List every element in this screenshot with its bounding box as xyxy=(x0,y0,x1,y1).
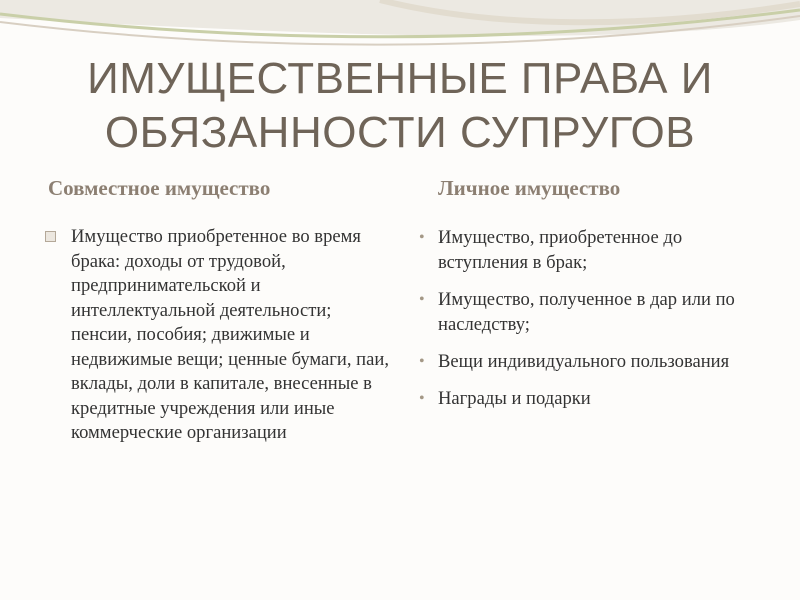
list-item-text: Имущество, полученное в дар или по наследству; xyxy=(438,289,735,335)
dot-bullet-icon: • xyxy=(419,291,425,308)
list-item-text: Награды и подарки xyxy=(438,388,591,409)
list-item-text: Имущество приобретенное во время брака: доходы от трудовой, предпринимательской и интеллектуальной деятельности; пенсии, пособия; движимые и недвижимые вещи; ценные бумаги, паи, вклады, доли в капитале, внесенные в кредитные учреждения или иные коммерческие организации xyxy=(71,226,389,443)
list-item xyxy=(44,225,389,446)
list-item-text: Вещи индивидуального пользования xyxy=(438,351,730,372)
dot-bullet-icon: • xyxy=(419,229,425,246)
personal-property-heading: Личное имущество xyxy=(438,176,621,200)
dot-bullet-icon: • xyxy=(419,390,425,407)
joint-property-heading: Совместное имущество xyxy=(48,176,271,200)
decorative-swoosh xyxy=(0,0,800,60)
personal-property-list xyxy=(418,225,768,423)
square-bullet-icon xyxy=(45,231,56,242)
title-line-2: ОБЯЗАННОСТИ СУПРУГОВ xyxy=(104,108,696,157)
joint-property-list xyxy=(44,225,389,446)
page-title xyxy=(0,52,800,160)
list-item xyxy=(418,287,768,337)
title-line-1: ИМУЩЕСТВЕННЫЕ ПРАВА И xyxy=(87,54,713,103)
list-item xyxy=(418,225,768,275)
dot-bullet-icon: • xyxy=(419,353,425,370)
list-item xyxy=(418,349,768,374)
list-item xyxy=(418,386,768,411)
list-item-text: Имущество, приобретенное до вступления в брак; xyxy=(438,227,683,273)
